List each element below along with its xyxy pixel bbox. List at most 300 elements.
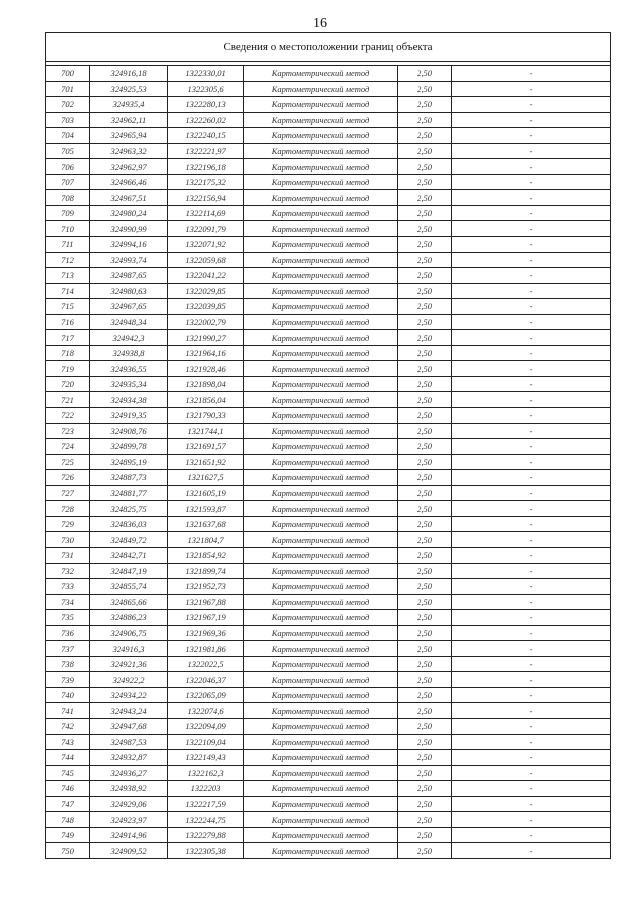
method-cell: Картометрический метод <box>244 143 398 159</box>
x-coordinate-cell: 324908,76 <box>90 423 168 439</box>
accuracy-cell: 2,50 <box>398 128 452 144</box>
x-coordinate-cell: 324990,99 <box>90 221 168 237</box>
accuracy-cell: 2,50 <box>398 656 452 672</box>
y-coordinate-cell: 1321854,92 <box>168 547 244 563</box>
note-cell: - <box>452 579 611 595</box>
y-coordinate-cell: 1321790,33 <box>168 408 244 424</box>
accuracy-cell: 2,50 <box>398 190 452 206</box>
note-cell: - <box>452 299 611 315</box>
y-coordinate-cell: 1321627,5 <box>168 470 244 486</box>
note-cell: - <box>452 734 611 750</box>
y-coordinate-cell: 1321605,19 <box>168 485 244 501</box>
y-coordinate-cell: 1322305,38 <box>168 843 244 859</box>
point-number-cell: 716 <box>46 314 90 330</box>
x-coordinate-cell: 324980,63 <box>90 283 168 299</box>
accuracy-cell: 2,50 <box>398 268 452 284</box>
accuracy-cell: 2,50 <box>398 439 452 455</box>
method-cell: Картометрический метод <box>244 765 398 781</box>
note-cell: - <box>452 781 611 797</box>
method-cell: Картометрический метод <box>244 330 398 346</box>
point-number-cell: 740 <box>46 687 90 703</box>
x-coordinate-cell: 324923,97 <box>90 812 168 828</box>
x-coordinate-cell: 324967,51 <box>90 190 168 206</box>
x-coordinate-cell: 324987,53 <box>90 734 168 750</box>
y-coordinate-cell: 1322217,59 <box>168 796 244 812</box>
accuracy-cell: 2,50 <box>398 547 452 563</box>
table-row <box>46 205 611 221</box>
x-coordinate-cell: 324929,06 <box>90 796 168 812</box>
point-number-cell: 702 <box>46 97 90 113</box>
x-coordinate-cell: 324921,36 <box>90 656 168 672</box>
accuracy-cell: 2,50 <box>398 687 452 703</box>
method-cell: Картометрический метод <box>244 532 398 548</box>
y-coordinate-cell: 1321856,04 <box>168 392 244 408</box>
accuracy-cell: 2,50 <box>398 812 452 828</box>
point-number-cell: 738 <box>46 656 90 672</box>
point-number-cell: 717 <box>46 330 90 346</box>
y-coordinate-cell: 1322071,92 <box>168 237 244 253</box>
method-cell: Картометрический метод <box>244 392 398 408</box>
table-row <box>46 594 611 610</box>
y-coordinate-cell: 1322002,79 <box>168 314 244 330</box>
point-number-cell: 732 <box>46 563 90 579</box>
y-coordinate-cell: 1321744,1 <box>168 423 244 439</box>
method-cell: Картометрический метод <box>244 112 398 128</box>
point-number-cell: 708 <box>46 190 90 206</box>
point-number-cell: 745 <box>46 765 90 781</box>
method-cell: Картометрический метод <box>244 221 398 237</box>
method-cell: Картометрический метод <box>244 268 398 284</box>
table-row <box>46 97 611 113</box>
method-cell: Картометрический метод <box>244 81 398 97</box>
y-coordinate-cell: 1322162,3 <box>168 765 244 781</box>
note-cell: - <box>452 143 611 159</box>
table-row <box>46 81 611 97</box>
x-coordinate-cell: 324935,4 <box>90 97 168 113</box>
note-cell: - <box>452 314 611 330</box>
method-cell: Картометрический метод <box>244 190 398 206</box>
x-coordinate-cell: 324932,87 <box>90 750 168 766</box>
table-row <box>46 750 611 766</box>
method-cell: Картометрический метод <box>244 656 398 672</box>
accuracy-cell: 2,50 <box>398 408 452 424</box>
x-coordinate-cell: 324962,11 <box>90 112 168 128</box>
y-coordinate-cell: 1322109,04 <box>168 734 244 750</box>
x-coordinate-cell: 324967,65 <box>90 299 168 315</box>
table-row <box>46 547 611 563</box>
accuracy-cell: 2,50 <box>398 765 452 781</box>
table-row <box>46 579 611 595</box>
point-number-cell: 714 <box>46 283 90 299</box>
point-number-cell: 742 <box>46 718 90 734</box>
x-coordinate-cell: 324938,8 <box>90 345 168 361</box>
accuracy-cell: 2,50 <box>398 610 452 626</box>
accuracy-cell: 2,50 <box>398 750 452 766</box>
point-number-cell: 706 <box>46 159 90 175</box>
method-cell: Картометрический метод <box>244 361 398 377</box>
y-coordinate-cell: 1322059,68 <box>168 252 244 268</box>
y-coordinate-cell: 1322221,97 <box>168 143 244 159</box>
note-cell: - <box>452 516 611 532</box>
point-number-cell: 720 <box>46 376 90 392</box>
table-row <box>46 718 611 734</box>
note-cell: - <box>452 843 611 859</box>
accuracy-cell: 2,50 <box>398 314 452 330</box>
note-cell: - <box>452 221 611 237</box>
note-cell: - <box>452 174 611 190</box>
y-coordinate-cell: 1322039,85 <box>168 299 244 315</box>
table-row <box>46 143 611 159</box>
point-number-cell: 722 <box>46 408 90 424</box>
point-number-cell: 743 <box>46 734 90 750</box>
accuracy-cell: 2,50 <box>398 641 452 657</box>
note-cell: - <box>452 81 611 97</box>
method-cell: Картометрический метод <box>244 408 398 424</box>
page-number: 16 <box>313 16 327 31</box>
table-row <box>46 516 611 532</box>
point-number-cell: 730 <box>46 532 90 548</box>
table-row <box>46 765 611 781</box>
point-number-cell: 721 <box>46 392 90 408</box>
y-coordinate-cell: 1322156,94 <box>168 190 244 206</box>
accuracy-cell: 2,50 <box>398 827 452 843</box>
x-coordinate-cell: 324899,78 <box>90 439 168 455</box>
y-coordinate-cell: 1322279,88 <box>168 827 244 843</box>
accuracy-cell: 2,50 <box>398 252 452 268</box>
table-title: Сведения о местоположении границ объекта <box>46 33 611 62</box>
method-cell: Картометрический метод <box>244 423 398 439</box>
point-number-cell: 727 <box>46 485 90 501</box>
point-number-cell: 726 <box>46 470 90 486</box>
point-number-cell: 707 <box>46 174 90 190</box>
note-cell: - <box>452 66 611 82</box>
method-cell: Картометрический метод <box>244 516 398 532</box>
table-row <box>46 439 611 455</box>
method-cell: Картометрический метод <box>244 485 398 501</box>
x-coordinate-cell: 324916,18 <box>90 66 168 82</box>
table-row <box>46 112 611 128</box>
point-number-cell: 744 <box>46 750 90 766</box>
method-cell: Картометрический метод <box>244 345 398 361</box>
note-cell: - <box>452 423 611 439</box>
table-row <box>46 361 611 377</box>
y-coordinate-cell: 1321964,16 <box>168 345 244 361</box>
point-number-cell: 704 <box>46 128 90 144</box>
y-coordinate-cell: 1321637,68 <box>168 516 244 532</box>
method-cell: Картометрический метод <box>244 299 398 315</box>
table-row <box>46 252 611 268</box>
note-cell: - <box>452 361 611 377</box>
table-row <box>46 796 611 812</box>
table-row <box>46 174 611 190</box>
table-row <box>46 299 611 315</box>
y-coordinate-cell: 1321969,36 <box>168 625 244 641</box>
x-coordinate-cell: 324855,74 <box>90 579 168 595</box>
note-cell: - <box>452 485 611 501</box>
x-coordinate-cell: 324906,75 <box>90 625 168 641</box>
table-row <box>46 781 611 797</box>
table-row <box>46 330 611 346</box>
note-cell: - <box>452 703 611 719</box>
point-number-cell: 741 <box>46 703 90 719</box>
method-cell: Картометрический метод <box>244 252 398 268</box>
x-coordinate-cell: 324934,38 <box>90 392 168 408</box>
y-coordinate-cell: 1322074,6 <box>168 703 244 719</box>
x-coordinate-cell: 324943,24 <box>90 703 168 719</box>
note-cell: - <box>452 128 611 144</box>
method-cell: Картометрический метод <box>244 97 398 113</box>
accuracy-cell: 2,50 <box>398 361 452 377</box>
point-number-cell: 715 <box>46 299 90 315</box>
note-cell: - <box>452 268 611 284</box>
method-cell: Картометрический метод <box>244 827 398 843</box>
point-number-cell: 746 <box>46 781 90 797</box>
x-coordinate-cell: 324963,32 <box>90 143 168 159</box>
table-row <box>46 128 611 144</box>
table-row <box>46 687 611 703</box>
x-coordinate-cell: 324916,3 <box>90 641 168 657</box>
point-number-cell: 724 <box>46 439 90 455</box>
method-cell: Картометрический метод <box>244 563 398 579</box>
method-cell: Картометрический метод <box>244 439 398 455</box>
method-cell: Картометрический метод <box>244 703 398 719</box>
x-coordinate-cell: 324935,34 <box>90 376 168 392</box>
method-cell: Картометрический метод <box>244 128 398 144</box>
y-coordinate-cell: 1321899,74 <box>168 563 244 579</box>
table-row <box>46 190 611 206</box>
note-cell: - <box>452 547 611 563</box>
point-number-cell: 734 <box>46 594 90 610</box>
x-coordinate-cell: 324836,03 <box>90 516 168 532</box>
accuracy-cell: 2,50 <box>398 625 452 641</box>
y-coordinate-cell: 1322022,5 <box>168 656 244 672</box>
y-coordinate-cell: 1322244,75 <box>168 812 244 828</box>
y-coordinate-cell: 1321804,7 <box>168 532 244 548</box>
point-number-cell: 729 <box>46 516 90 532</box>
method-cell: Картометрический метод <box>244 579 398 595</box>
x-coordinate-cell: 324936,55 <box>90 361 168 377</box>
note-cell: - <box>452 408 611 424</box>
method-cell: Картометрический метод <box>244 174 398 190</box>
y-coordinate-cell: 1321898,04 <box>168 376 244 392</box>
note-cell: - <box>452 97 611 113</box>
y-coordinate-cell: 1321967,88 <box>168 594 244 610</box>
accuracy-cell: 2,50 <box>398 97 452 113</box>
y-coordinate-cell: 1322091,79 <box>168 221 244 237</box>
y-coordinate-cell: 1322114,69 <box>168 205 244 221</box>
method-cell: Картометрический метод <box>244 750 398 766</box>
x-coordinate-cell: 324962,97 <box>90 159 168 175</box>
note-cell: - <box>452 827 611 843</box>
x-coordinate-cell: 324980,24 <box>90 205 168 221</box>
y-coordinate-cell: 1322330,01 <box>168 66 244 82</box>
y-coordinate-cell: 1322240,15 <box>168 128 244 144</box>
table-row <box>46 703 611 719</box>
method-cell: Картометрический метод <box>244 454 398 470</box>
point-number-cell: 749 <box>46 827 90 843</box>
accuracy-cell: 2,50 <box>398 345 452 361</box>
y-coordinate-cell: 1322094,09 <box>168 718 244 734</box>
method-cell: Картометрический метод <box>244 625 398 641</box>
note-cell: - <box>452 283 611 299</box>
note-cell: - <box>452 252 611 268</box>
note-cell: - <box>452 205 611 221</box>
point-number-cell: 725 <box>46 454 90 470</box>
x-coordinate-cell: 324942,3 <box>90 330 168 346</box>
x-coordinate-cell: 324948,34 <box>90 314 168 330</box>
note-cell: - <box>452 345 611 361</box>
table-row <box>46 392 611 408</box>
y-coordinate-cell: 1322175,32 <box>168 174 244 190</box>
method-cell: Картометрический метод <box>244 237 398 253</box>
point-number-cell: 733 <box>46 579 90 595</box>
accuracy-cell: 2,50 <box>398 143 452 159</box>
table-row <box>46 532 611 548</box>
table-row <box>46 376 611 392</box>
accuracy-cell: 2,50 <box>398 781 452 797</box>
table-row <box>46 66 611 82</box>
note-cell: - <box>452 656 611 672</box>
accuracy-cell: 2,50 <box>398 112 452 128</box>
table-row <box>46 283 611 299</box>
table-row <box>46 812 611 828</box>
note-cell: - <box>452 376 611 392</box>
accuracy-cell: 2,50 <box>398 454 452 470</box>
point-number-cell: 737 <box>46 641 90 657</box>
method-cell: Картометрический метод <box>244 594 398 610</box>
point-number-cell: 718 <box>46 345 90 361</box>
note-cell: - <box>452 672 611 688</box>
x-coordinate-cell: 324842,71 <box>90 547 168 563</box>
x-coordinate-cell: 324847,19 <box>90 563 168 579</box>
method-cell: Картометрический метод <box>244 159 398 175</box>
y-coordinate-cell: 1322280,13 <box>168 97 244 113</box>
point-number-cell: 736 <box>46 625 90 641</box>
method-cell: Картометрический метод <box>244 734 398 750</box>
x-coordinate-cell: 324925,53 <box>90 81 168 97</box>
accuracy-cell: 2,50 <box>398 423 452 439</box>
point-number-cell: 748 <box>46 812 90 828</box>
method-cell: Картометрический метод <box>244 314 398 330</box>
accuracy-cell: 2,50 <box>398 470 452 486</box>
note-cell: - <box>452 750 611 766</box>
point-number-cell: 705 <box>46 143 90 159</box>
accuracy-cell: 2,50 <box>398 283 452 299</box>
note-cell: - <box>452 392 611 408</box>
y-coordinate-cell: 1322041,22 <box>168 268 244 284</box>
note-cell: - <box>452 532 611 548</box>
note-cell: - <box>452 765 611 781</box>
note-cell: - <box>452 330 611 346</box>
note-cell: - <box>452 190 611 206</box>
y-coordinate-cell: 1322029,85 <box>168 283 244 299</box>
x-coordinate-cell: 324895,19 <box>90 454 168 470</box>
table-row <box>46 734 611 750</box>
accuracy-cell: 2,50 <box>398 174 452 190</box>
accuracy-cell: 2,50 <box>398 843 452 859</box>
note-cell: - <box>452 563 611 579</box>
note-cell: - <box>452 718 611 734</box>
point-number-cell: 750 <box>46 843 90 859</box>
point-number-cell: 731 <box>46 547 90 563</box>
method-cell: Картометрический метод <box>244 781 398 797</box>
x-coordinate-cell: 324993,74 <box>90 252 168 268</box>
accuracy-cell: 2,50 <box>398 718 452 734</box>
point-number-cell: 728 <box>46 501 90 517</box>
y-coordinate-cell: 1321691,57 <box>168 439 244 455</box>
method-cell: Картометрический метод <box>244 718 398 734</box>
y-coordinate-cell: 1321967,19 <box>168 610 244 626</box>
y-coordinate-cell: 1322260,02 <box>168 112 244 128</box>
method-cell: Картометрический метод <box>244 687 398 703</box>
y-coordinate-cell: 1321952,73 <box>168 579 244 595</box>
method-cell: Картометрический метод <box>244 812 398 828</box>
x-coordinate-cell: 324865,66 <box>90 594 168 610</box>
table-row <box>46 625 611 641</box>
table-row <box>46 470 611 486</box>
x-coordinate-cell: 324825,75 <box>90 501 168 517</box>
table-row <box>46 827 611 843</box>
table-row <box>46 408 611 424</box>
accuracy-cell: 2,50 <box>398 532 452 548</box>
y-coordinate-cell: 1322203 <box>168 781 244 797</box>
note-cell: - <box>452 454 611 470</box>
note-cell: - <box>452 641 611 657</box>
method-cell: Картометрический метод <box>244 66 398 82</box>
method-cell: Картометрический метод <box>244 376 398 392</box>
method-cell: Картометрический метод <box>244 641 398 657</box>
table-row <box>46 237 611 253</box>
y-coordinate-cell: 1322305,6 <box>168 81 244 97</box>
point-number-cell: 703 <box>46 112 90 128</box>
point-number-cell: 711 <box>46 237 90 253</box>
method-cell: Картометрический метод <box>244 672 398 688</box>
accuracy-cell: 2,50 <box>398 392 452 408</box>
accuracy-cell: 2,50 <box>398 299 452 315</box>
point-number-cell: 713 <box>46 268 90 284</box>
y-coordinate-cell: 1321651,92 <box>168 454 244 470</box>
note-cell: - <box>452 625 611 641</box>
method-cell: Картометрический метод <box>244 470 398 486</box>
table-row <box>46 423 611 439</box>
x-coordinate-cell: 324965,94 <box>90 128 168 144</box>
table-row <box>46 485 611 501</box>
table-title-row <box>46 33 611 62</box>
table-row <box>46 843 611 859</box>
point-number-cell: 710 <box>46 221 90 237</box>
y-coordinate-cell: 1321593,87 <box>168 501 244 517</box>
y-coordinate-cell: 1321990,27 <box>168 330 244 346</box>
point-number-cell: 712 <box>46 252 90 268</box>
point-number-cell: 709 <box>46 205 90 221</box>
y-coordinate-cell: 1322065,09 <box>168 687 244 703</box>
table-row <box>46 268 611 284</box>
method-cell: Картометрический метод <box>244 843 398 859</box>
method-cell: Картометрический метод <box>244 283 398 299</box>
x-coordinate-cell: 324919,35 <box>90 408 168 424</box>
x-coordinate-cell: 324909,52 <box>90 843 168 859</box>
note-cell: - <box>452 812 611 828</box>
accuracy-cell: 2,50 <box>398 237 452 253</box>
accuracy-cell: 2,50 <box>398 703 452 719</box>
table-row <box>46 563 611 579</box>
x-coordinate-cell: 324886,23 <box>90 610 168 626</box>
accuracy-cell: 2,50 <box>398 501 452 517</box>
x-coordinate-cell: 324914,96 <box>90 827 168 843</box>
point-number-cell: 700 <box>46 66 90 82</box>
y-coordinate-cell: 1322046,37 <box>168 672 244 688</box>
y-coordinate-cell: 1322196,18 <box>168 159 244 175</box>
